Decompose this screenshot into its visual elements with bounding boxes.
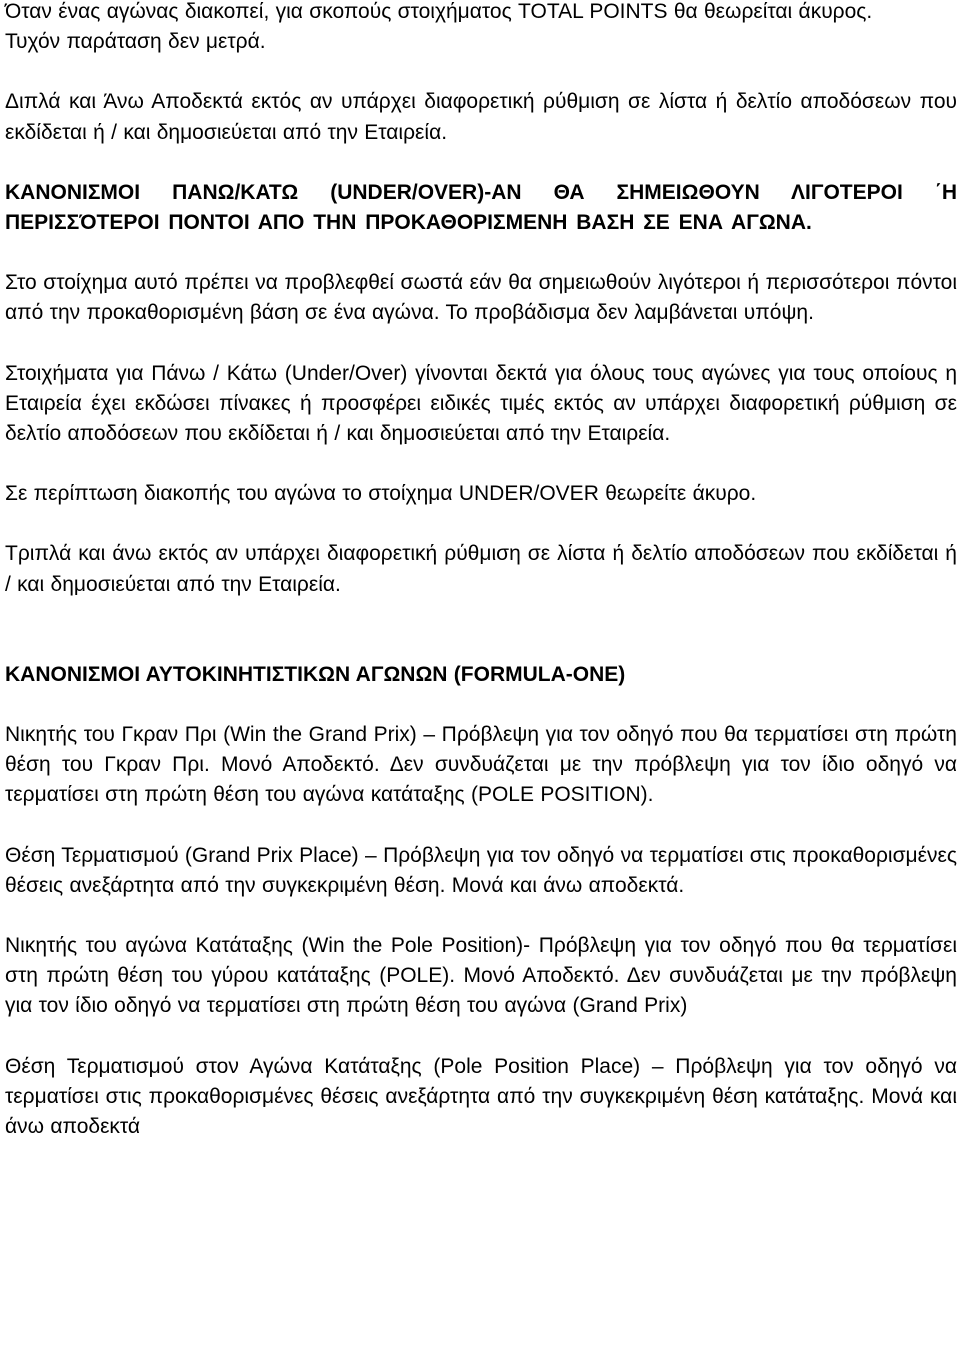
paragraph-grand-prix-place: Θέση Τερματισμού (Grand Prix Place) – Πρόβλεψη για τον οδηγό να τερματίσει στις προκαθορισμένες θέσεις ανεξάρτητα από την συγκεκριμένη θέση. Μονά και άνω αποδεκτά.	[5, 843, 957, 897]
paragraph-trebles-accepted: Τριπλά και άνω εκτός αν υπάρχει διαφορετική ρύθμιση σε λίστα ή δελτίο αποδόσεων που εκδίδεται ή / και δημοσιεύεται από την Εταιρεία.	[5, 542, 957, 596]
paragraph-win-grand-prix: Νικητής του Γκραν Πρι (Win the Grand Prix) – Πρόβλεψη για τον οδηγό που θα τερματίσει στη πρώτη θέση του Γκραν Πρι. Μονό Αποδεκτό. Δεν συνδυάζεται με την πρόβλεψη για τον ίδιο οδηγό να τερματίσει στη πρώτη θέση του αγώνα κατάταξης (POLE POSITION).	[5, 723, 957, 807]
paragraph-interruption-void: Σε περίπτωση διακοπής του αγώνα το στοίχημα UNDER/OVER θεωρείτε άκυρο.	[5, 482, 757, 506]
section-heading-under-over: ΚΑΝΟΝΙΣΜΟΙ ΠΑΝΩ/ΚΑΤΩ (UNDER/OVER)-ΑΝ ΘΑ ΣΗΜΕΙΩΘΟΥΝ ΛΙΓΟΤΕΡΟΙ ΄Η ΠΕΡΙΣΣΌΤΕΡΟΙ ΠΟΝΤΟΙ ΑΠΟ ΤΗΝ ΠΡΟΚΑΘΟΡΙΣΜΕΝΗ ΒΑΣΗ ΣΕ ΕΝΑ ΑΓΩΝΑ.	[5, 180, 957, 235]
paragraph-under-over-acceptance: Στοιχήματα για Πάνω / Κάτω (Under/Over) γίνονται δεκτά για όλους τους αγώνες για τους οποίους η Εταιρεία έχει εκδώσει πίνακες ή προσφέρει ειδικές τιμές εκτός αν υπάρχει διαφορετική ρύθμιση σε δελτίο αποδόσεων που εκδίδεται ή / και δημοσιεύεται από την Εταιρεία.	[5, 361, 957, 446]
section-heading-formula-one: ΚΑΝΟΝΙΣΜΟΙ ΑΥΤΟΚΙΝΗΤΙΣΤΙΚΩΝ ΑΓΩΝΩΝ (FORMULA-ONE)	[5, 662, 626, 686]
paragraph-under-over-definition: Στο στοίχημα αυτό πρέπει να προβλεφθεί σωστά εάν θα σημειωθούν λιγότεροι ή περισσότεροι πόντοι από την προκαθορισμένη βάση σε ένα αγώνα. Το προβάδισμα δεν λαμβάνεται υπόψη.	[5, 271, 957, 325]
paragraph-pole-position-place: Θέση Τερματισμού στον Αγώνα Κατάταξης (Pole Position Place) – Πρόβλεψη για τον οδηγό να τερματίσει στις προκαθορισμένες θέσεις ανεξάρτητα από την συγκεκριμένη θέση κατάταξης. Μονά και άνω αποδεκτά	[5, 1054, 957, 1139]
paragraph-win-pole-position: Νικητής του αγώνα Κατάταξης (Win the Pole Position)- Πρόβλεψη για τον οδηγό που θα τερματίσει στη πρώτη θέση του γύρου κατάταξης (POLE). Μονό Αποδεκτό. Δεν συνδυάζεται με την πρόβλεψη για τον ίδιο οδηγό να τερματίσει στη πρώτη θέση του αγώνα (Grand Prix)	[5, 934, 957, 1018]
paragraph-void-total-points: Όταν ένας αγώνας διακοπεί, για σκοπούς στοιχήματος TOTAL POINTS θα θεωρείται άκυρος.	[5, 0, 873, 23]
paragraph-overtime: Τυχόν παράταση δεν μετρά.	[5, 30, 266, 54]
paragraph-doubles-accepted: Διπλά και Άνω Αποδεκτά εκτός αν υπάρχει διαφορετική ρύθμιση σε λίστα ή δελτίο αποδόσεων που εκδίδεται ή / και δημοσιεύεται από την Εταιρεία.	[5, 90, 957, 144]
